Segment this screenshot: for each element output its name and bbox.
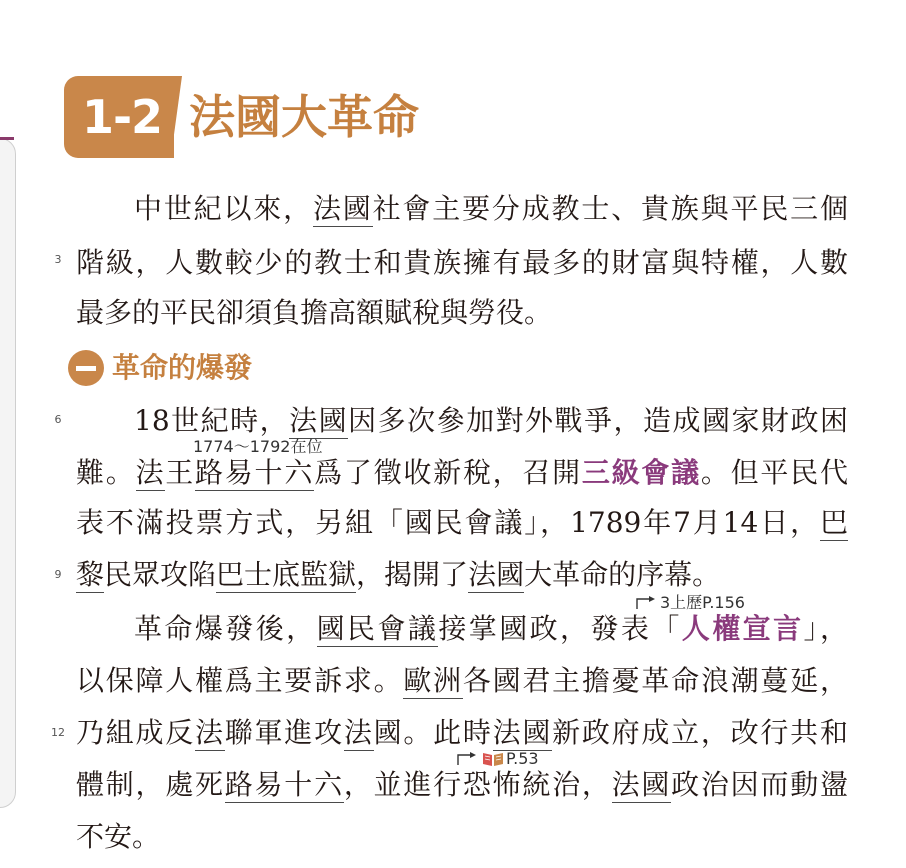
text-span: 政治因而動盪 <box>671 768 848 801</box>
text-span: 因多次參加對外戰爭，造成國家財政困 <box>348 404 848 437</box>
text-span: 王 <box>165 456 196 489</box>
underlined-term: 路易十六 <box>195 456 315 489</box>
section-dash-icon <box>68 350 104 386</box>
underlined-term: 路易十六 <box>224 768 344 801</box>
side-tab <box>0 138 16 808</box>
side-tab-accent <box>0 137 14 140</box>
text-span: 18世紀時， <box>134 404 290 437</box>
keyword-term: 人權宣言 <box>681 612 804 645</box>
text-span: 乃組成反 <box>76 716 196 749</box>
text-line <box>76 498 848 548</box>
text-span: 體制，處死 <box>76 768 225 801</box>
underlined-term: 國民會議 <box>316 612 439 645</box>
text-span: 革命爆發後， <box>134 612 317 645</box>
text-span: 中世紀以來， <box>134 192 313 225</box>
line-number: 9 <box>54 568 62 581</box>
text-span: 以保障人權爲主要訴求。 <box>76 664 404 697</box>
underlined-term: 法國 <box>312 192 373 225</box>
underlined-term: 巴 <box>819 506 848 539</box>
underlined-term: 法 <box>135 456 166 489</box>
underlined-term: 歐洲 <box>403 664 463 697</box>
text-line <box>134 184 848 234</box>
section-heading <box>68 346 252 390</box>
text-span: ，並進行恐怖統治， <box>343 768 612 801</box>
section-title: 革命的爆發 <box>112 351 253 384</box>
text-span: 新政府成立，改行共和 <box>552 716 848 749</box>
underlined-term: 法國 <box>611 768 672 801</box>
text-span: 大革命的序幕。 <box>524 558 721 591</box>
underlined-term: 黎 <box>76 558 105 591</box>
text-span: 。但平民代 <box>700 456 848 489</box>
text-line <box>76 656 848 706</box>
cross-reference-text: 3上歷P.156 <box>660 593 745 612</box>
cross-reference-text: P.53 <box>506 749 539 768</box>
underlined-term: 法國 <box>289 404 349 437</box>
text-span: 接掌國政，發表「 <box>438 612 682 645</box>
line-number: 12 <box>51 726 65 739</box>
text-span: 社會主要分成教士、貴族與平民三個 <box>372 192 848 225</box>
line-number: 3 <box>54 253 62 266</box>
chapter-number: 1-2 <box>81 90 163 144</box>
underlined-term: 法國 <box>468 558 525 591</box>
text-line: 階級，人數較少的教士和貴族擁有最多的財富與特權，人數 <box>76 246 848 279</box>
keyword-term: 三級會議 <box>581 456 701 489</box>
underlined-term: 法 <box>195 716 225 749</box>
text-span: 表不滿投票方式，另組「國民會議」，1789年7月14日， <box>76 506 820 539</box>
underlined-term: 巴士底監獄 <box>216 558 357 591</box>
text-span: 」， <box>803 612 848 645</box>
reign-annotation: 1774～1792在位 <box>193 437 323 456</box>
text-line: 不安。 <box>76 820 161 853</box>
text-line <box>76 448 848 498</box>
text-span: 國。此時 <box>373 716 493 749</box>
text-span: 各國君主擔憂革命浪潮蔓延， <box>462 664 848 697</box>
line-number: 6 <box>54 413 62 426</box>
text-span: 爲了徵收新稅，召開 <box>314 456 582 489</box>
text-line <box>76 760 848 810</box>
text-line: 最多的平民卻須負擔高額賦稅與勞役。 <box>76 296 553 329</box>
text-line <box>134 604 848 654</box>
text-span: 聯軍進攻 <box>224 716 344 749</box>
underlined-term: 法國 <box>492 716 553 749</box>
underlined-term: 法 <box>343 716 374 749</box>
text-span: 民眾攻陷 <box>104 558 217 591</box>
text-span: ，揭開了 <box>356 558 469 591</box>
chapter-title: 法國大革命 <box>189 90 419 144</box>
text-span: 難。 <box>76 456 136 489</box>
